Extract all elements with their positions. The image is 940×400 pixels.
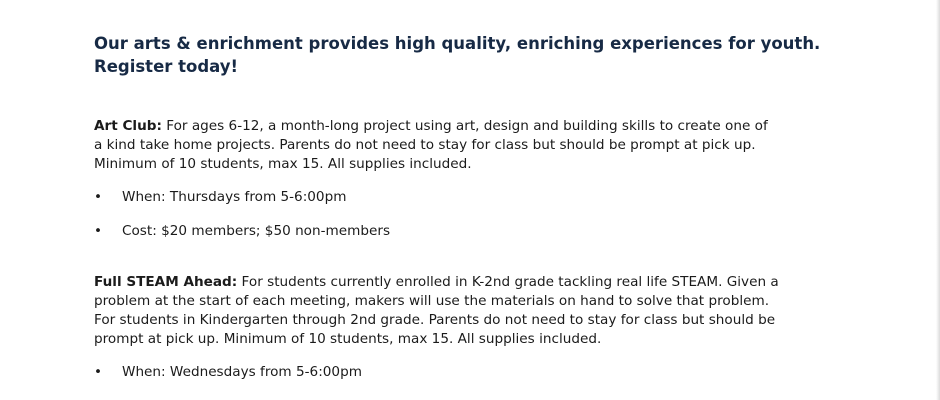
bullet-icon: • <box>94 223 103 239</box>
description-line: a kind take home projects. Parents do not need to stay for class but should be prompt at pick up. <box>94 137 756 153</box>
description-line: Art Club: For ages 6-12, a month-long project using art, design and building skills to create one of <box>94 118 768 134</box>
list-item <box>94 363 884 382</box>
schedule-text: When: Thursdays from 5-6:00pm <box>122 189 347 205</box>
description-line: Minimum of 10 students, max 15. All supplies included. <box>94 156 472 172</box>
bullet-icon: • <box>94 364 103 380</box>
page-headline <box>94 32 820 78</box>
list-item <box>94 222 884 241</box>
program-details-list <box>94 363 884 382</box>
description-line: problem at the start of each meeting, makers will use the materials on hand to solve that problem. <box>94 293 770 309</box>
scan-edge-shadow <box>936 0 940 400</box>
schedule-text: When: Wednesdays from 5-6:00pm <box>122 364 362 380</box>
program-full-steam-ahead <box>94 273 884 382</box>
program-art-club <box>94 117 884 241</box>
description-line: prompt at pick up. Minimum of 10 students, max 15. All supplies included. <box>94 331 602 347</box>
program-title: Full STEAM Ahead: <box>94 274 238 290</box>
headline-line-2: Register today! <box>94 57 239 76</box>
list-item <box>94 188 884 207</box>
program-description <box>94 117 884 174</box>
description-line: Full STEAM Ahead: For students currently enrolled in K-2nd grade tackling real life STEAM. Given a <box>94 274 779 290</box>
cost-text: Cost: $20 members; $50 non-members <box>122 223 391 239</box>
program-details-list <box>94 188 884 241</box>
program-title: Art Club: <box>94 118 162 134</box>
bullet-icon: • <box>94 189 103 205</box>
program-description <box>94 273 884 349</box>
description-line: For students in Kindergarten through 2nd grade. Parents do not need to stay for class but should be <box>94 312 776 328</box>
headline-line-1: Our arts & enrichment provides high quality, enriching experiences for youth. <box>94 34 821 53</box>
